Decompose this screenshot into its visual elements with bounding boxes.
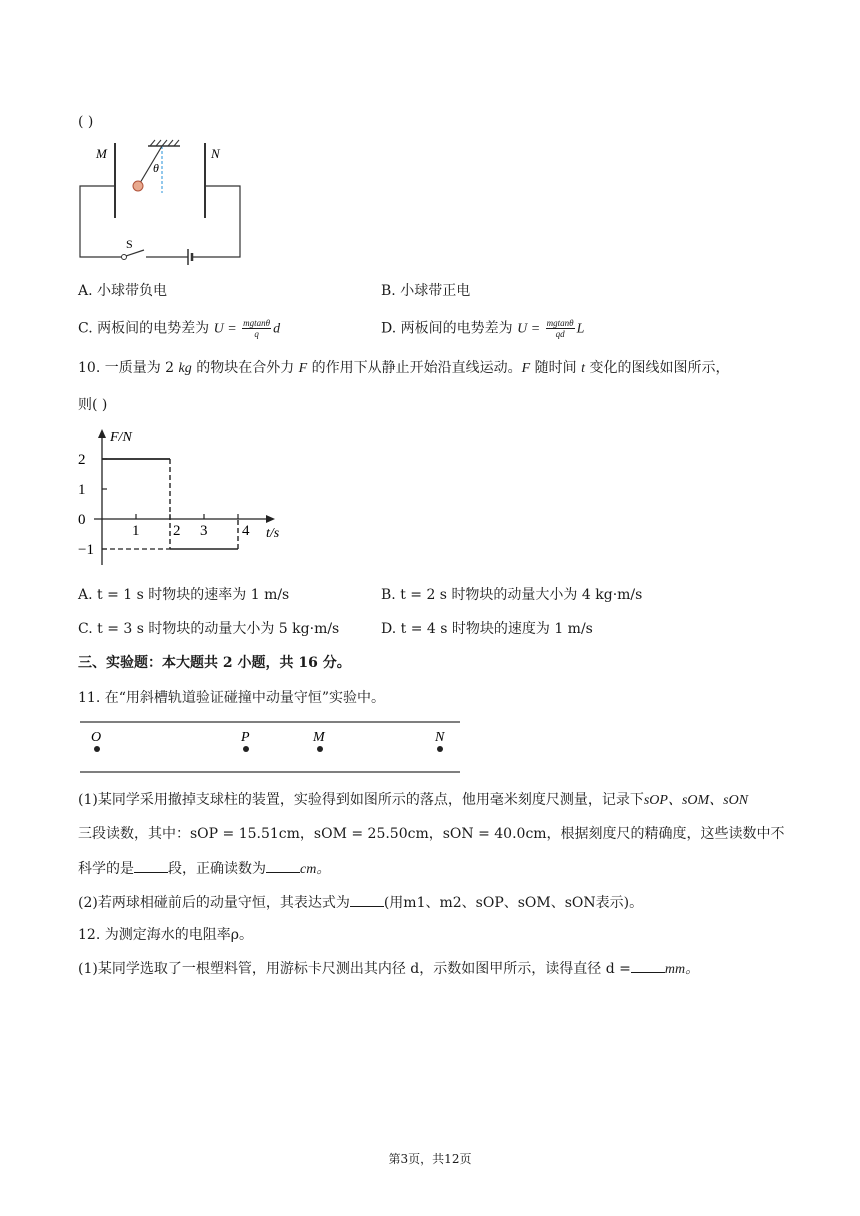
q9-option-d-fraction: $\frac{mgtan\theta}{qd}$ xyxy=(546,318,574,339)
q11-part1-line1: (1)某同学采用撤掉支球柱的装置，实验得到如图所示的落点，他用毫米刻度尺测量，记录下sOP、sOM、sON xyxy=(78,792,749,808)
answer-blank-expression[interactable] xyxy=(350,892,384,907)
q10-option-c[interactable]: C. t = 3 s 时物块的动量大小为 5 kg·m/s xyxy=(78,621,340,637)
q9-option-c-tail: d xyxy=(273,321,281,337)
q10-stem-line1: 10. 一质量为 2 kg 的物块在合外力 F 的作用下从静止开始沿直线运动。F 随时间 t 变化的图线如图所示， xyxy=(78,360,730,376)
q9-option-d[interactable] xyxy=(381,318,584,340)
point-p xyxy=(243,746,249,752)
plate-label-m: M xyxy=(96,146,107,161)
q10-option-b[interactable]: B. t = 2 s 时物块的动量大小为 4 kg·m/s xyxy=(381,587,643,603)
q9-capacitor-circuit-figure xyxy=(70,138,260,270)
point-m xyxy=(317,746,323,752)
q9-option-c[interactable] xyxy=(78,318,280,340)
page-footer: 第3页，共12页 xyxy=(388,1152,472,1166)
graph-xlabel: t/s xyxy=(266,526,280,541)
answer-blank-segment[interactable] xyxy=(134,858,168,873)
q10-stem-line2: 则( ) xyxy=(78,397,108,413)
answer-blank-diameter[interactable] xyxy=(631,958,665,973)
switch-label-s: S xyxy=(126,237,133,251)
q9-option-c-text: C. 两板间的电势差为 xyxy=(78,320,210,337)
point-label-n: N xyxy=(435,730,445,745)
q11-part1-line2: 三段读数，其中：sOP = 15.51cm，sOM = 25.50cm，sON = 40.0cm，根据刻度尺的精确度，这些读数中不 xyxy=(78,826,785,842)
q10-option-d[interactable]: D. t = 4 s 时物块的速度为 1 m/s xyxy=(381,621,593,637)
point-n xyxy=(437,746,443,752)
q9-option-d-tail: L xyxy=(576,321,585,337)
x-tick-label: 2 xyxy=(173,523,181,539)
q9-option-d-text: D. 两板间的电势差为 xyxy=(381,320,513,337)
q9-option-b[interactable]: B. 小球带正电 xyxy=(381,283,471,299)
x-tick-label: 3 xyxy=(200,523,208,539)
answer-blank-reading[interactable] xyxy=(266,858,300,873)
q12-stem: 12. 为测定海水的电阻率ρ。 xyxy=(78,927,253,943)
plate-label-n: N xyxy=(211,146,220,161)
q9-option-d-u: U = xyxy=(517,321,544,337)
y-tick-label: 1 xyxy=(78,482,86,498)
point-label-o: O xyxy=(91,730,102,745)
x-tick-label: 4 xyxy=(242,523,250,539)
x-tick-label: 1 xyxy=(132,523,140,539)
point-label-p: P xyxy=(241,730,250,745)
y-tick-label: 2 xyxy=(78,452,86,468)
angle-label-theta: θ xyxy=(153,161,159,175)
q11-landing-points-figure xyxy=(78,712,463,780)
q10-force-time-graph xyxy=(70,425,310,570)
q9-option-c-fraction: $\frac{mgtan\theta}{q}$ xyxy=(243,318,271,339)
point-o xyxy=(94,746,100,752)
y-tick-label: 0 xyxy=(78,512,86,528)
q9-answer-bracket: ( ) xyxy=(78,114,94,130)
q11-part1-line3: 科学的是 段，正确读数为 cm。 xyxy=(78,858,330,880)
section-3-heading: 三、实验题：本大题共 2 小题，共 16 分。 xyxy=(78,655,351,671)
graph-ylabel: F/N xyxy=(110,430,132,445)
q9-option-a[interactable]: A. 小球带负电 xyxy=(78,283,168,299)
q11-part2: (2)若两球相碰前后的动量守恒，其表达式为 (用m1、m2、sOP、sOM、sON表示)。 xyxy=(78,892,643,913)
q12-part1: (1)某同学选取了一根塑料管，用游标卡尺测出其内径 d，示数如图甲所示，读得直径 d = mm。 xyxy=(78,958,699,980)
point-label-m: M xyxy=(313,730,325,745)
q11-stem: 11. 在“用斜槽轨道验证碰撞中动量守恒”实验中。 xyxy=(78,690,386,706)
q9-option-c-u: U = xyxy=(213,321,241,337)
q10-option-a[interactable]: A. t = 1 s 时物块的速率为 1 m/s xyxy=(78,587,290,603)
y-tick-label: −1 xyxy=(78,542,94,558)
